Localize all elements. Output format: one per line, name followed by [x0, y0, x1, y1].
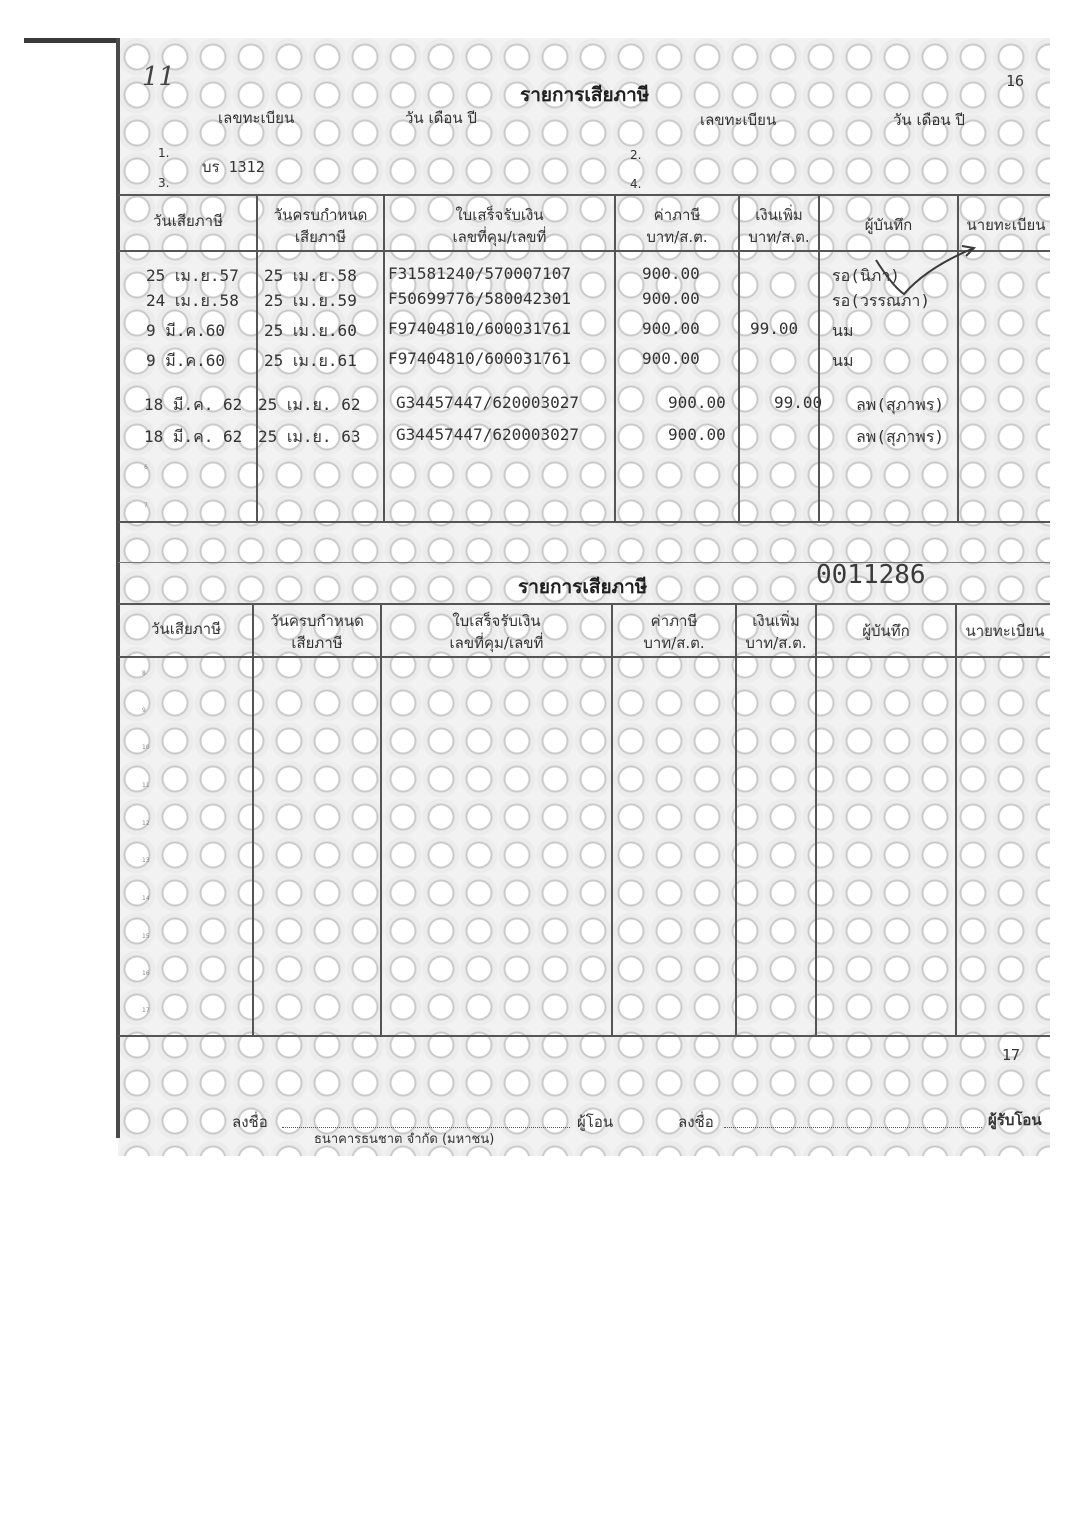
t2-header-receipt-2: เลขที่คุม/เลขที่ — [449, 634, 544, 652]
t1-header-registrar: นายทะเบียน — [966, 216, 1046, 234]
row3-recorder: นม — [832, 321, 854, 340]
t2-header-tax-1: ค่าภาษี — [650, 612, 698, 630]
row-number: 17 — [142, 1007, 150, 1014]
table2-col-divider — [252, 603, 254, 1036]
reg-header-left: เลขทะเบียน — [218, 109, 295, 127]
section1-title: รายการเสียภาษี — [520, 84, 650, 106]
t2-header-due-date-2: เสียภาษี — [291, 634, 343, 652]
t1-header-paid-date: วันเสียภาษี — [153, 212, 223, 230]
row2-due-date: 25 เม.ย.59 — [264, 291, 357, 310]
row2-recorder: รอ(วรรณภา) — [832, 291, 931, 310]
row6-paid-date: 18 มี.ค. 62 — [144, 427, 243, 446]
table2-col-divider — [815, 603, 817, 1036]
t2-header-registrar: นายทะเบียน — [965, 622, 1045, 640]
signature-label-transferee: ลงชื่อ — [678, 1113, 714, 1131]
row6-receipt: G34457447/620003027 — [396, 425, 580, 444]
signature-line-transferee — [724, 1126, 982, 1128]
bank-name: ธนาคารธนชาต จำกัด (มหาชน) — [314, 1132, 495, 1147]
t1-header-surcharge-1: เงินเพิ่ม — [755, 206, 803, 224]
t1-header-receipt-1: ใบเสร็จรับเงิน — [455, 206, 544, 224]
row6-recorder: ลพ(สุภาพร) — [856, 427, 945, 446]
row-number: 15 — [142, 933, 150, 940]
row1-paid-date: 25 เม.ย.57 — [146, 266, 239, 285]
row2-paid-date: 24 เม.ย.58 — [146, 291, 239, 310]
row-number: 14 — [142, 895, 150, 902]
row3-due-date: 25 เม.ย.60 — [264, 321, 357, 340]
row6-due-date: 25 เม.ย. 63 — [258, 427, 361, 446]
handwritten-check-icon — [870, 242, 980, 298]
t1-header-due-date-2: เสียภาษี — [294, 228, 347, 246]
table2-col-divider — [735, 603, 737, 1036]
t1-header-tax-2: บาท/ส.ต. — [646, 228, 708, 246]
serial-number: 0011286 — [816, 560, 926, 590]
row5-recorder: ลพ(สุภาพร) — [856, 395, 945, 414]
table1-col-divider — [818, 194, 820, 522]
row-number: 13 — [142, 857, 150, 864]
t1-header-surcharge-2: บาท/ส.ต. — [748, 228, 810, 246]
row-number: 9 — [142, 707, 146, 714]
row-number: 6 — [144, 464, 148, 471]
row1-receipt: F31581240/570007107 — [388, 264, 572, 283]
row4-due-date: 25 เม.ย.61 — [264, 351, 357, 370]
date-header-right: วัน เดือน ปี — [893, 111, 965, 129]
t1-header-recorder: ผู้บันทึก — [864, 216, 913, 234]
row-number: 8 — [142, 670, 146, 677]
t2-header-paid-date: วันเสียภาษี — [151, 620, 221, 638]
entry-value-1: บร 1312 — [202, 158, 265, 176]
t1-header-tax-1: ค่าภาษี — [653, 206, 701, 224]
t2-header-receipt-1: ใบเสร็จรับเงิน — [452, 612, 541, 630]
row5-receipt: G34457447/620003027 — [396, 393, 580, 412]
table2-col-divider — [955, 603, 957, 1036]
handwritten-mark: 11 — [142, 62, 176, 92]
t2-header-due-date-1: วันครบกำหนด — [270, 612, 364, 630]
row5-due-date: 25 เม.ย. 62 — [258, 395, 361, 414]
entry-num-4: 4. — [630, 177, 642, 191]
table2-col-divider — [380, 603, 382, 1036]
row4-recorder: นม — [832, 351, 854, 370]
scan-top-edge — [24, 38, 128, 43]
table2-top-border — [118, 603, 1050, 605]
t1-header-due-date-1: วันครบกำหนด — [273, 206, 368, 224]
row3-surcharge: 99.00 — [750, 319, 799, 338]
row3-tax: 900.00 — [642, 319, 700, 338]
row6-tax: 900.00 — [668, 425, 726, 444]
row5-surcharge: 99.00 — [774, 393, 823, 412]
entry-num-2: 2. — [630, 148, 642, 162]
row1-tax: 900.00 — [642, 264, 700, 283]
t1-header-receipt-2: เลขที่คุม/เลขที่ — [452, 228, 547, 246]
table2-col-divider — [611, 603, 613, 1036]
row1-due-date: 25 เม.ย.58 — [264, 266, 357, 285]
entry-num-3: 3. — [158, 176, 170, 190]
role-transferor: ผู้โอน — [577, 1113, 614, 1131]
entry-num-1: 1. — [158, 146, 170, 160]
row4-paid-date: 9 มี.ค.60 — [146, 351, 226, 370]
row4-tax: 900.00 — [642, 349, 700, 368]
row-number: 16 — [142, 970, 150, 977]
role-transferee: ผู้รับโอน — [988, 1111, 1042, 1129]
reg-header-right: เลขทะเบียน — [700, 111, 777, 129]
row-number: 10 — [142, 744, 150, 751]
table2-header-divider — [118, 656, 1050, 658]
row2-receipt: F50699776/580042301 — [388, 289, 572, 308]
row5-tax: 900.00 — [668, 393, 726, 412]
t2-header-surcharge-2: บาท/ส.ต. — [745, 634, 807, 652]
row-number: 11 — [142, 782, 150, 789]
t2-header-tax-2: บาท/ส.ต. — [643, 634, 705, 652]
page-number-top: 16 — [1006, 72, 1025, 90]
row-number: 12 — [142, 820, 150, 827]
row1-recorder: รอ(นิภา) — [832, 266, 900, 285]
t2-header-surcharge-1: เงินเพิ่ม — [752, 612, 800, 630]
row5-paid-date: 18 มี.ค. 62 — [144, 395, 243, 414]
row3-paid-date: 9 มี.ค.60 — [146, 321, 226, 340]
table2-bottom-border — [118, 1035, 1050, 1037]
signature-label-transferor: ลงชื่อ — [232, 1113, 268, 1131]
row2-tax: 900.00 — [642, 289, 700, 308]
row4-receipt: F97404810/600031761 — [388, 349, 572, 368]
page-number-bottom: 17 — [1002, 1046, 1021, 1064]
date-header-left: วัน เดือน ปี — [405, 109, 477, 127]
section2-title: รายการเสียภาษี — [518, 576, 648, 598]
row-number: 7 — [144, 502, 148, 509]
scan-binding-edge — [116, 38, 120, 1138]
row3-receipt: F97404810/600031761 — [388, 319, 572, 338]
t2-header-recorder: ผู้บันทึก — [862, 622, 910, 640]
